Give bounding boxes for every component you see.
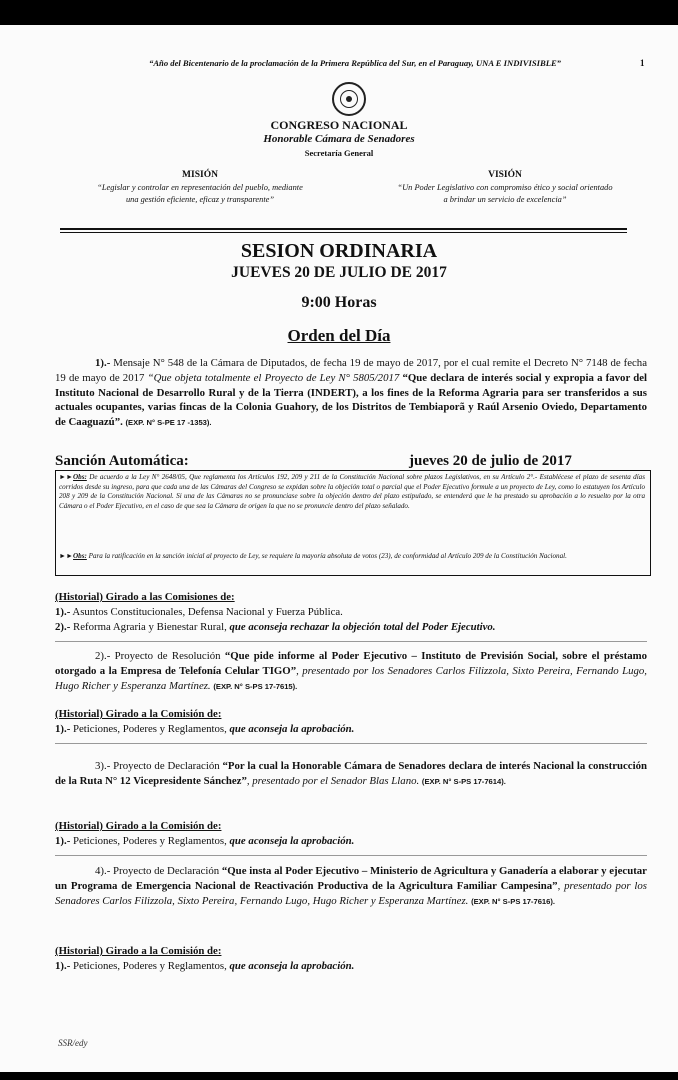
session-time: 9:00 Horas [301, 294, 377, 311]
section-divider [55, 641, 647, 642]
chamber-name: Honorable Cámara de Senadores [263, 133, 415, 145]
vision-title: VISIÓN [488, 170, 522, 180]
history-line: 1).- Peticiones, Poderes y Reglamentos, que aconseja la aprobación. [55, 723, 355, 735]
document-page [0, 25, 678, 1072]
history-line: 2).- Reforma Agraria y Bienestar Rural, que aconseja rechazar la objeción total del Poder Ejecutivo. [55, 621, 496, 633]
header-divider [60, 228, 627, 230]
typist-initials: SSR/edy [58, 1038, 88, 1048]
year-motto: “Año del Bicentenario de la proclamación de la Primera República del Sur, en el Paraguay, UNA E INDIVISIBLE” [149, 58, 561, 68]
history-line: 1).- Peticiones, Poderes y Reglamentos, que aconseja la aprobación. [55, 835, 355, 847]
national-seal-icon [332, 82, 366, 116]
agenda-item-1: 1).- Mensaje N° 548 de la Cámara de Diputados, de fecha 19 de mayo de 2017, por el cual remite el Decreto N° 7148 de fecha 19 de mayo de 2017 “Que objeta totalmente el Proyecto de Ley N° 5805/2017 “Que declara de interés social y expropia a favor del Instituto Nacional de Desarrollo Rural y de la Tierra (INDERT), a los fines de la Reforma Agraria para ser transferidos a sus actuales ocupantes, varias fincas de la Colonia Guahory, de los Distritos de Tembiaporã y Raúl Arsenio Oviedo, Departamento de Caaguazú”. (EXP. N° S-PE 17 -1353). [55, 357, 648, 429]
history-title: (Historial) Girado a las Comisiones de: [55, 591, 235, 603]
sancion-label: Sanción Automática: [55, 453, 189, 469]
session-date: JUEVES 20 DE JULIO DE 2017 [231, 264, 447, 281]
double-arrow-icon: ►► [59, 473, 74, 481]
history-title: (Historial) Girado a la Comisión de: [55, 708, 222, 720]
page-number: 1 [640, 58, 645, 68]
history-line: 1).- Peticiones, Poderes y Reglamentos, que aconseja la aprobación. [55, 960, 355, 972]
observation-2: ►►Obs: Para la ratificación en la sanción inicial al proyecto de Ley, se requiere la mayoría absoluta de votos (23), de conformidad al Artículo 209 de la Constitución Nacional. [59, 552, 567, 560]
institution-name: CONGRESO NACIONAL [270, 118, 408, 132]
session-title: SESION ORDINARIA [240, 240, 438, 262]
office-name: Secretaría General [304, 148, 374, 158]
history-title: (Historial) Girado a la Comisión de: [55, 820, 222, 832]
section-divider [55, 855, 647, 856]
double-arrow-icon: ►► [59, 552, 74, 560]
vision-text: “Un Poder Legislativo con compromiso ético y social orientado a brindar un servicio de excelencia” [397, 183, 613, 204]
history-title: (Historial) Girado a la Comisión de: [55, 945, 222, 957]
history-line: 1).- Asuntos Constitucionales, Defensa Nacional y Fuerza Pública. [55, 606, 343, 618]
agenda-item-2: 2).- Proyecto de Resolución “Que pide informe al Poder Ejecutivo – Instituto de Previsión Social, sobre el préstamo otorgado a la Empresa de Telefonía Celular TIGO”, presentado por los Senadores Carlos Filizzola, Sixto Pereira, Fernando Lugo, Hugo Richer y Esperanza Martínez. (EXP. N° S-PS 17-7615). [55, 650, 647, 692]
sancion-date: jueves 20 de julio de 2017 [409, 453, 572, 469]
mision-title: MISIÓN [182, 170, 218, 180]
observation-1: ►►Obs: De acuerdo a la Ley N° 2648/05, Que reglamenta los Artículos 192, 209 y 211 de la Constitución Nacional sobre plazos Legislativos, en su Artículo 2°.- Establécese el plazo de sesenta días corridos desde su ingreso, para que cada una de las Cámaras del Congreso se expidan sobre la objeción total o parcial que el Poder Ejecutivo formule a un proyecto de Ley, como lo estatuyen los Artículo 208 y 209 de la Constitución Nacional. Si una de las Cámaras no se pronunciase sobre la objeción dentro del plazo estipulado, se entenderá que le ha prestado su aprobación a lo resuelto por la otra Cámara o el Poder Ejecutivo, en el caso de que sea la Cámara de origen la que no se pronuncie dentro del plazo señalado. [59, 473, 645, 510]
header-divider-thin [60, 232, 627, 233]
section-divider [55, 743, 647, 744]
mision-text: “Legislar y controlar en representación del pueblo, mediante una gestión eficiente, eficaz y transparente” [97, 183, 303, 204]
agenda-item-4: 4).- Proyecto de Declaración “Que insta al Poder Ejecutivo – Ministerio de Agricultura y Ganadería a elaborar y ejecutar un Programa de Emergencia Nacional de Reactivación Productiva de la Agricultura Familiar Campesina”, presentado por los Senadores Carlos Filizzola, Sixto Pereira, Fernando Lugo, Hugo Richer y Esperanza Martínez. (EXP. N° S-PS 17-7616). [55, 865, 647, 907]
agenda-title: Orden del Día [287, 326, 391, 345]
agenda-item-3: 3).- Proyecto de Declaración “Por la cual la Honorable Cámara de Senadores declara de interés Nacional la construcción de la Ruta N° 12 Vicepresidente Sánchez”, presentado por el Senador Blas Llano. (EXP. N° S-PS 17-7614). [55, 760, 647, 787]
